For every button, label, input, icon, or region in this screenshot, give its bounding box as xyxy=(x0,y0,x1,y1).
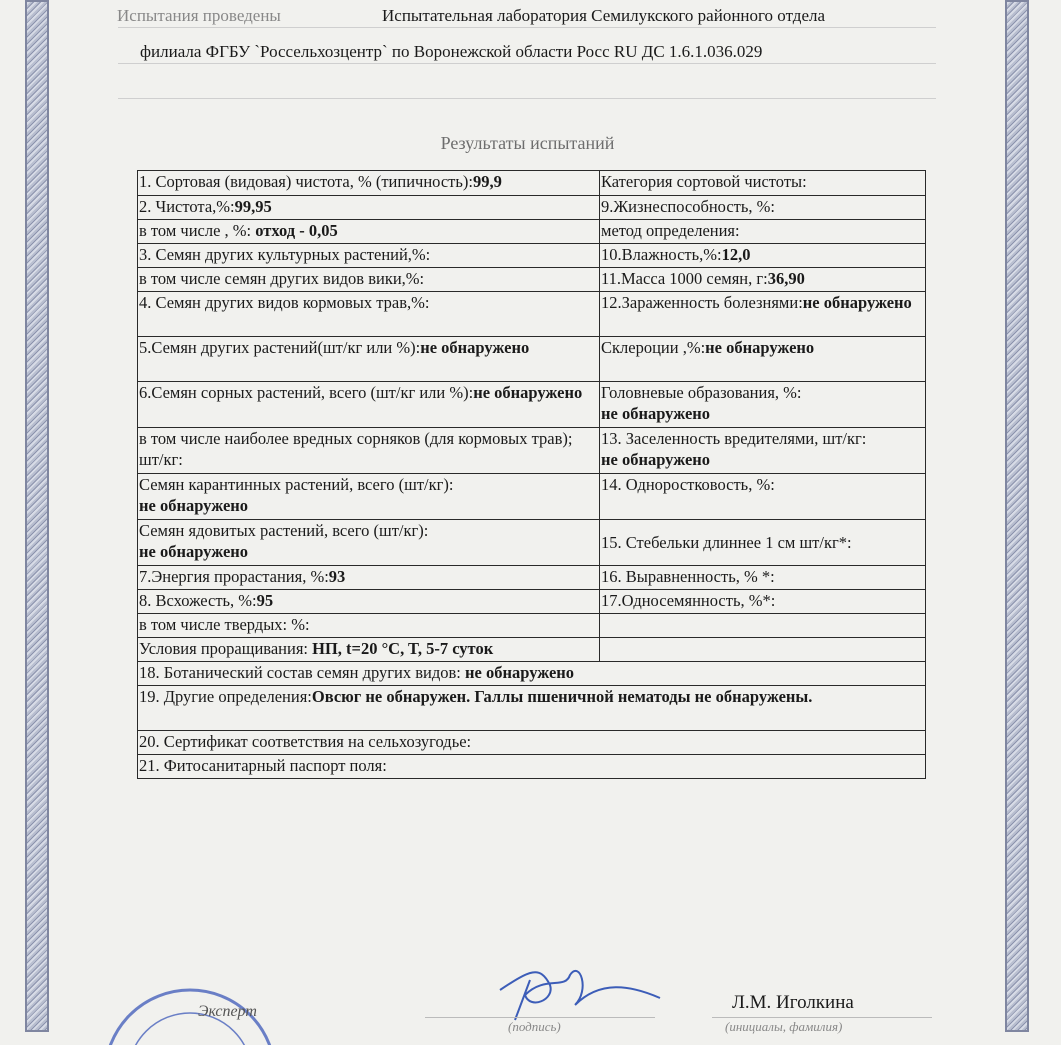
thousand-seed-mass-cell: 11.Масса 1000 семян, г:36,90 xyxy=(600,268,926,292)
empty-cell xyxy=(600,638,926,662)
laboratory-name-line2: филиала ФГБУ `Россельхозцентр` по Воронежской области Росс RU ДС 1.6.1.036.029 xyxy=(140,42,763,61)
smut-cell: Головневые образования, %: не обнаружено xyxy=(600,382,926,428)
forage-grass-seeds-cell: 4. Семян других видов кормовых трав,%: xyxy=(138,292,600,337)
waste-cell: в том числе , %: отход - 0,05 xyxy=(138,220,600,244)
header-underline-3 xyxy=(118,98,936,99)
other-determinations-cell: 19. Другие определения:Овсюг не обнаружен. Галлы пшеничной нематоды не обнаружены. xyxy=(138,686,926,731)
name-caption: (инициалы, фамилия) xyxy=(725,1019,843,1034)
moisture-cell: 10.Влажность,%:12,0 xyxy=(600,244,926,268)
table-row xyxy=(138,244,926,268)
germination-energy-cell: 7.Энергия прорастания, %:93 xyxy=(138,566,600,590)
germination-cell: 8. Всхожесть, %:95 xyxy=(138,590,600,614)
disease-cell: 12.Зараженность болезнями:не обнаружено xyxy=(600,292,926,337)
purity-cell: 2. Чистота,%:99,95 xyxy=(138,196,600,220)
table-row xyxy=(138,474,926,520)
hard-seeds-cell: в том числе твердых: %: xyxy=(138,614,600,638)
header-underline-1 xyxy=(118,27,936,28)
table-row xyxy=(138,590,926,614)
method-cell: метод определения: xyxy=(600,220,926,244)
table-row xyxy=(138,755,926,779)
name-line xyxy=(712,1017,932,1018)
handwritten-signature-icon xyxy=(470,950,670,1025)
results-table xyxy=(137,170,926,779)
signature-line xyxy=(425,1017,655,1018)
laboratory-name-line1: Испытательная лаборатория Семилукского районного отдела xyxy=(382,6,826,25)
poisonous-seeds-cell: Семян ядовитых растений, всего (шт/кг): не обнаружено xyxy=(138,520,600,566)
germination-conditions-cell: Условия проращивания: НП, t=20 °C, T, 5-7 суток xyxy=(138,638,600,662)
botanical-composition-cell: 18. Ботанический состав семян других видов: не обнаружено xyxy=(138,662,926,686)
quarantine-seeds-cell: Семян карантинных растений, всего (шт/кг): не обнаружено xyxy=(138,474,600,520)
harmful-weeds-cell: в том числе наиболее вредных сорняков (для кормовых трав); шт/кг: xyxy=(138,428,600,474)
phytosanitary-passport-cell: 21. Фитосанитарный паспорт поля: xyxy=(138,755,926,779)
signer-name: Л.М. Иголкина xyxy=(732,992,854,1013)
tested-by-label: Испытания проведены xyxy=(117,6,281,25)
results-title: Результаты испытаний xyxy=(440,133,615,153)
table-row xyxy=(138,171,926,196)
expert-label: Эксперт xyxy=(198,1003,257,1020)
other-plants-seeds-cell: 5.Семян других растений(шт/кг или %):не обнаружено xyxy=(138,337,600,382)
table-row xyxy=(138,382,926,428)
table-row xyxy=(138,292,926,337)
table-row xyxy=(138,614,926,638)
table-row xyxy=(138,337,926,382)
page-border-left xyxy=(25,0,49,1032)
table-row xyxy=(138,638,926,662)
table-row xyxy=(138,428,926,474)
table-row xyxy=(138,731,926,755)
table-row xyxy=(138,686,926,731)
sclerotia-cell: Склероции ,%:не обнаружено xyxy=(600,337,926,382)
table-row xyxy=(138,196,926,220)
stems-cell: 15. Стебельки длиннее 1 см шт/кг*: xyxy=(600,520,926,566)
pests-cell: 13. Заселенность вредителями, шт/кг: не обнаружено xyxy=(600,428,926,474)
empty-cell xyxy=(600,614,926,638)
uniformity-cell: 16. Выравненность, % *: xyxy=(600,566,926,590)
weed-seeds-cell: 6.Семян сорных растений, всего (шт/кг или %):не обнаружено xyxy=(138,382,600,428)
certificate-cell: 20. Сертификат соответствия на сельхозугодье: xyxy=(138,731,926,755)
vetch-seeds-cell: в том числе семян других видов вики,%: xyxy=(138,268,600,292)
other-crops-cell: 3. Семян других культурных растений,%: xyxy=(138,244,600,268)
table-row xyxy=(138,520,926,566)
table-row xyxy=(138,268,926,292)
signature-caption: (подпись) xyxy=(508,1019,561,1034)
viability-cell: 9.Жизнеспособность, %: xyxy=(600,196,926,220)
header-underline-2 xyxy=(118,63,936,64)
varietal-purity-cell: 1. Сортовая (видовая) чистота, % (типичность):99,9 xyxy=(138,171,600,196)
purity-category-cell: Категория сортовой чистоты: xyxy=(600,171,926,196)
table-row xyxy=(138,566,926,590)
page-border-right xyxy=(1005,0,1029,1032)
monogerm-cell: 17.Односемянность, %*: xyxy=(600,590,926,614)
table-row xyxy=(138,662,926,686)
table-row xyxy=(138,220,926,244)
single-sprout-cell: 14. Одноростковость, %: xyxy=(600,474,926,520)
